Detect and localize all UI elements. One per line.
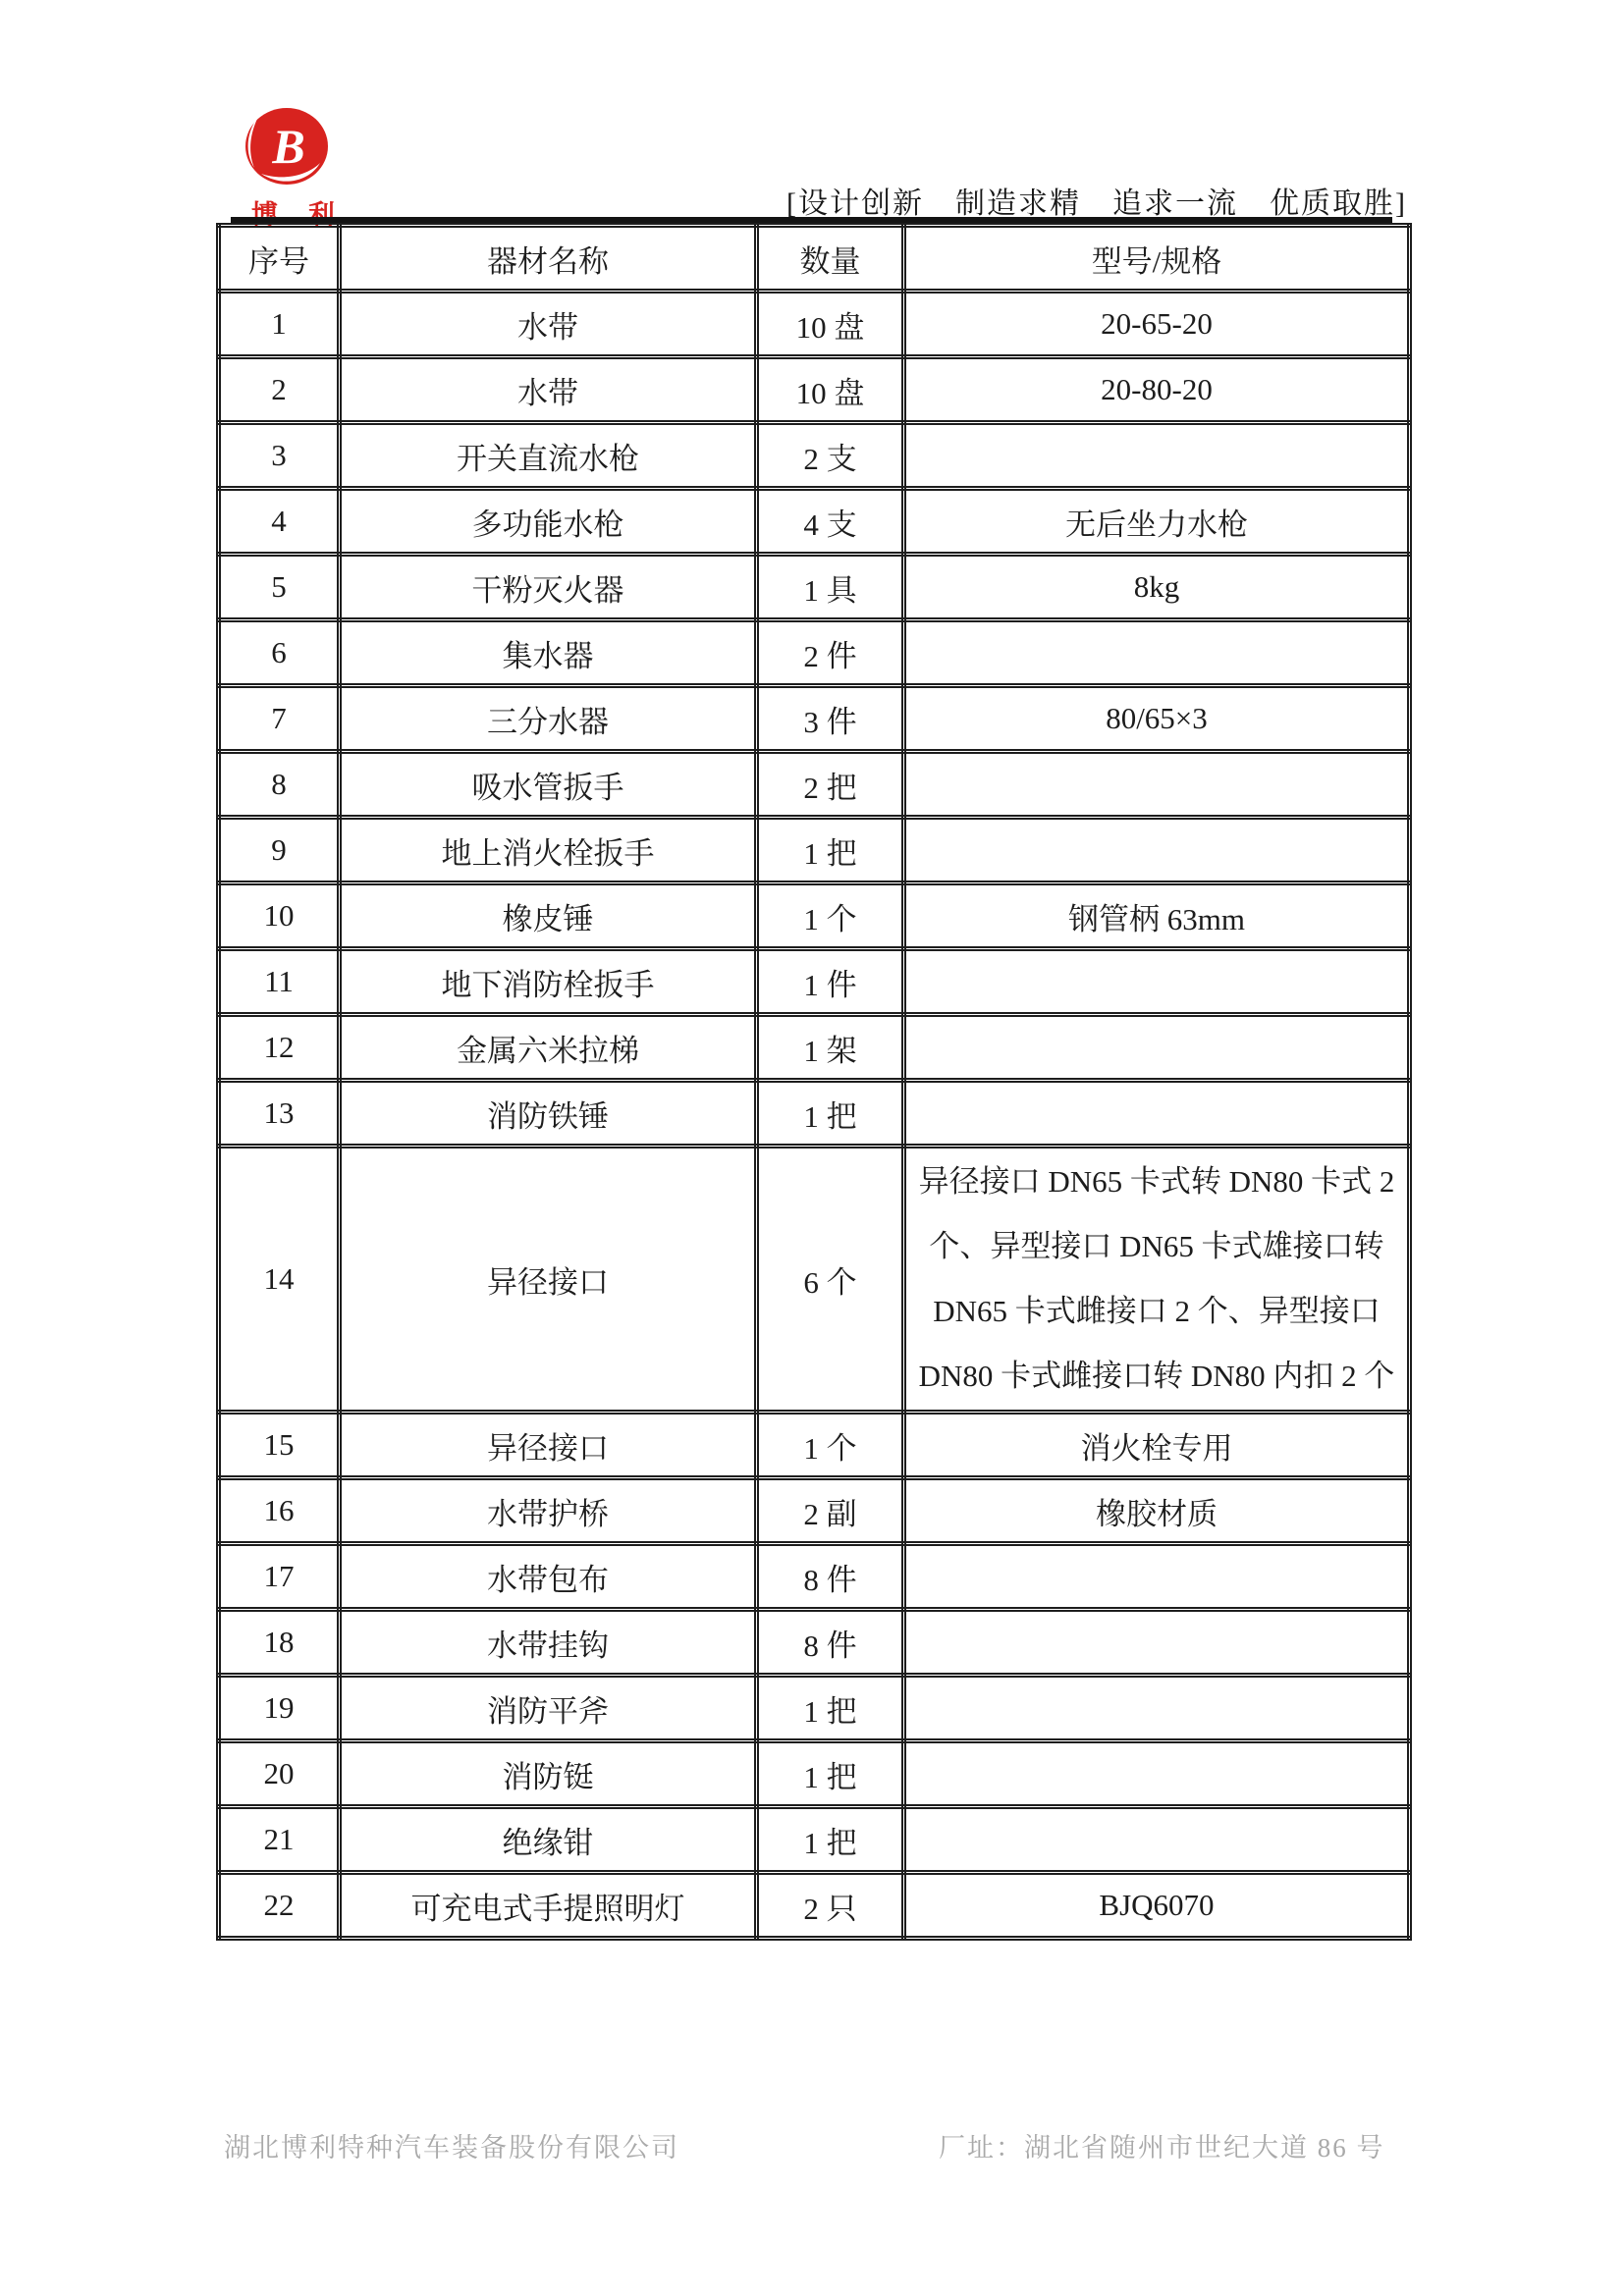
cell-no: 7 (219, 686, 340, 752)
cell-no: 3 (219, 423, 340, 489)
cell-no: 13 (219, 1081, 340, 1147)
table-row (219, 423, 1410, 489)
footer-company-name: 湖北博利特种汽车装备股份有限公司 (224, 2133, 679, 2163)
table-row (219, 1807, 1410, 1873)
cell-qty: 2 副 (757, 1478, 904, 1544)
cell-spec: 消火栓专用 (904, 1413, 1410, 1478)
cell-spec (904, 1741, 1410, 1807)
cell-qty: 1 把 (757, 1081, 904, 1147)
cell-no: 15 (219, 1413, 340, 1478)
cell-no: 9 (219, 818, 340, 883)
cell-qty: 1 把 (757, 818, 904, 883)
col-header-spec: 型号/规格 (904, 226, 1410, 292)
table-row (219, 292, 1410, 357)
cell-name: 水带包布 (340, 1544, 757, 1610)
cell-qty: 1 把 (757, 1741, 904, 1807)
cell-no: 18 (219, 1610, 340, 1676)
cell-name: 三分水器 (340, 686, 757, 752)
cell-qty: 8 件 (757, 1544, 904, 1610)
logo-text: 博 利 (251, 200, 347, 230)
cell-spec (904, 1610, 1410, 1676)
cell-spec (904, 620, 1410, 686)
cell-name: 橡皮锤 (340, 883, 757, 949)
cell-qty: 1 把 (757, 1676, 904, 1741)
table-row (219, 883, 1410, 949)
table-row (219, 1610, 1410, 1676)
company-logo (240, 106, 347, 232)
cell-spec: 无后坐力水枪 (904, 489, 1410, 555)
cell-name: 水带护桥 (340, 1478, 757, 1544)
cell-no: 19 (219, 1676, 340, 1741)
cell-name: 消防铁锤 (340, 1081, 757, 1147)
cell-spec: BJQ6070 (904, 1873, 1410, 1939)
cell-name: 开关直流水枪 (340, 423, 757, 489)
table-row (219, 818, 1410, 883)
table-row (219, 752, 1410, 818)
table-row (219, 357, 1410, 423)
cell-spec: 橡胶材质 (904, 1478, 1410, 1544)
cell-name: 异径接口 (340, 1413, 757, 1478)
cell-no: 1 (219, 292, 340, 357)
cell-no: 4 (219, 489, 340, 555)
cell-no: 16 (219, 1478, 340, 1544)
table-row (219, 1015, 1410, 1081)
cell-name: 水带挂钩 (340, 1610, 757, 1676)
cell-name: 金属六米拉梯 (340, 1015, 757, 1081)
cell-name: 吸水管扳手 (340, 752, 757, 818)
cell-spec: 20-80-20 (904, 357, 1410, 423)
table-row (219, 555, 1410, 620)
cell-no: 12 (219, 1015, 340, 1081)
cell-qty: 2 支 (757, 423, 904, 489)
table-row (219, 686, 1410, 752)
col-header-name: 器材名称 (340, 226, 757, 292)
cell-spec (904, 949, 1410, 1015)
cell-name: 干粉灭火器 (340, 555, 757, 620)
table-row (219, 489, 1410, 555)
table-header-row (219, 226, 1410, 292)
cell-spec (904, 752, 1410, 818)
cell-spec (904, 1015, 1410, 1081)
cell-qty: 8 件 (757, 1610, 904, 1676)
cell-no: 2 (219, 357, 340, 423)
cell-no: 17 (219, 1544, 340, 1610)
cell-spec (904, 1544, 1410, 1610)
cell-no: 22 (219, 1873, 340, 1939)
cell-name: 地下消防栓扳手 (340, 949, 757, 1015)
logo-b-icon (244, 106, 330, 187)
cell-qty: 10 盘 (757, 292, 904, 357)
cell-name: 多功能水枪 (340, 489, 757, 555)
col-header-no: 序号 (219, 226, 340, 292)
cell-qty: 2 件 (757, 620, 904, 686)
cell-no: 21 (219, 1807, 340, 1873)
cell-no: 8 (219, 752, 340, 818)
cell-name: 可充电式手提照明灯 (340, 1873, 757, 1939)
cell-qty: 3 件 (757, 686, 904, 752)
cell-qty: 1 具 (757, 555, 904, 620)
cell-qty: 6 个 (757, 1147, 904, 1413)
cell-spec: 20-65-20 (904, 292, 1410, 357)
table-row (219, 1676, 1410, 1741)
cell-no: 5 (219, 555, 340, 620)
cell-spec (904, 423, 1410, 489)
cell-qty: 10 盘 (757, 357, 904, 423)
cell-spec: 80/65×3 (904, 686, 1410, 752)
table-row (219, 1147, 1410, 1413)
cell-spec: 钢管柄 63mm (904, 883, 1410, 949)
table-row (219, 1873, 1410, 1939)
table-row (219, 1741, 1410, 1807)
table-row (219, 949, 1410, 1015)
cell-name: 地上消火栓扳手 (340, 818, 757, 883)
header-slogan: [设计创新 制造求精 追求一流 优质取胜] (786, 187, 1407, 220)
cell-qty: 4 支 (757, 489, 904, 555)
cell-qty: 1 把 (757, 1807, 904, 1873)
cell-spec: 异径接口 DN65 卡式转 DN80 卡式 2 个、异型接口 DN65 卡式雄接口转 DN65 卡式雌接口 2 个、异型接口 DN80 卡式雌接口转 DN80 内扣 2 个 (904, 1147, 1410, 1413)
cell-no: 11 (219, 949, 340, 1015)
svg-text:B: B (272, 119, 305, 174)
table-row (219, 1544, 1410, 1610)
cell-no: 6 (219, 620, 340, 686)
cell-spec (904, 818, 1410, 883)
cell-name: 水带 (340, 357, 757, 423)
cell-name: 消防平斧 (340, 1676, 757, 1741)
cell-name: 集水器 (340, 620, 757, 686)
cell-name: 异径接口 (340, 1147, 757, 1413)
table-row (219, 620, 1410, 686)
cell-spec (904, 1676, 1410, 1741)
cell-qty: 1 件 (757, 949, 904, 1015)
cell-qty: 1 个 (757, 883, 904, 949)
cell-no: 10 (219, 883, 340, 949)
cell-no: 14 (219, 1147, 340, 1413)
col-header-qty: 数量 (757, 226, 904, 292)
table-row (219, 1478, 1410, 1544)
cell-qty: 1 架 (757, 1015, 904, 1081)
equipment-table (216, 223, 1412, 1941)
cell-spec (904, 1081, 1410, 1147)
footer-factory-address: 厂址：湖北省随州市世纪大道 86 号 (939, 2133, 1385, 2163)
cell-qty: 1 个 (757, 1413, 904, 1478)
cell-qty: 2 只 (757, 1873, 904, 1939)
cell-qty: 2 把 (757, 752, 904, 818)
cell-spec (904, 1807, 1410, 1873)
cell-name: 消防铤 (340, 1741, 757, 1807)
cell-spec: 8kg (904, 555, 1410, 620)
cell-name: 水带 (340, 292, 757, 357)
table-row (219, 1081, 1410, 1147)
cell-name: 绝缘钳 (340, 1807, 757, 1873)
cell-no: 20 (219, 1741, 340, 1807)
table-row (219, 1413, 1410, 1478)
